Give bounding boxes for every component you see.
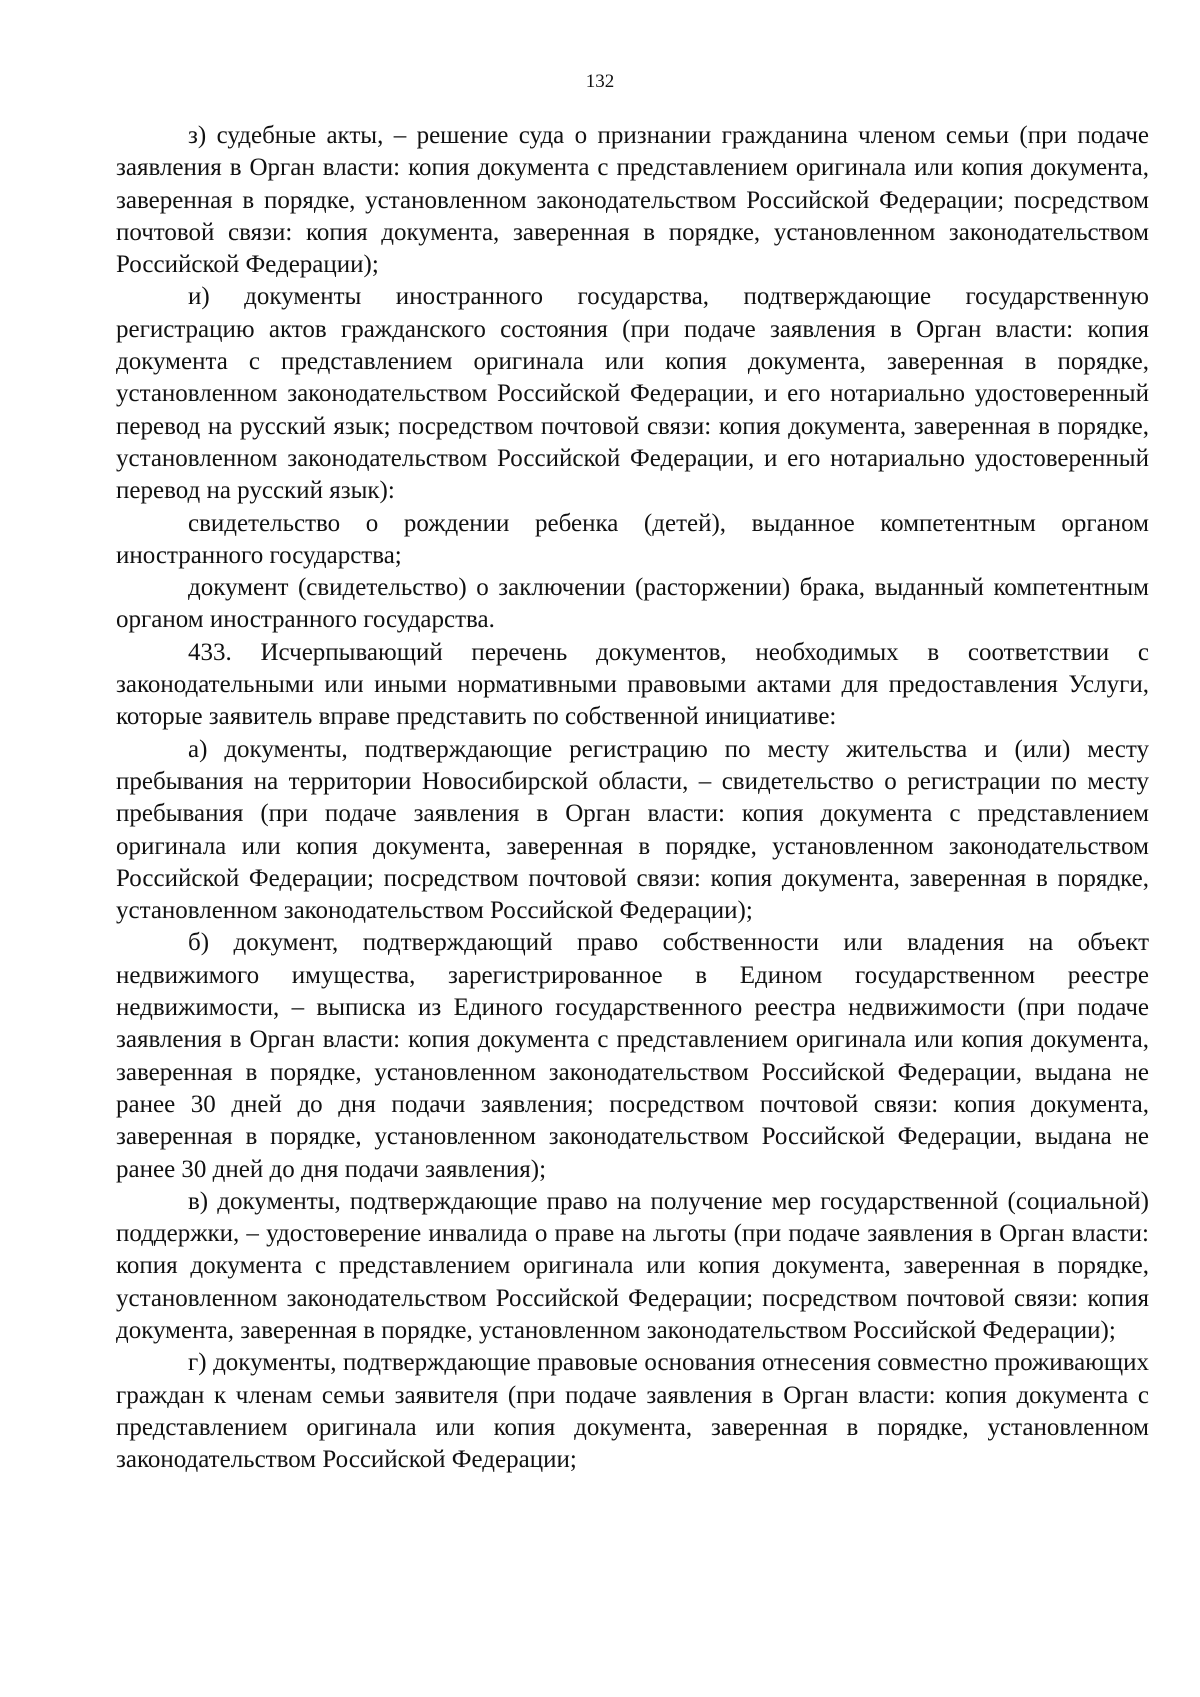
paragraph-b-property-rights: б) документ, подтверждающий право собственности или владения на объект недвижимого имущества, зарегистрированное в Едином государственном реестре недвижимости, – выписка из Единого государственного реестра недвижимости (при подаче заявления в Орган власти: копия документа с представлением оригинала или копия документа, заверенная в порядке, установленном законодательством Российской Федерации, выдана не ранее 30 дней до дня подачи заявления; посредством почтовой связи: копия документа, заверенная в порядке, установленном законодательством Российской Федерации, выдана не ранее 30 дней до дня подачи заявления); [116,929,1149,1183]
paragraph-marriage-certificate: документ (свидетельство) о заключении (расторжении) брака, выданный компетентным органом иностранного государства. [116,574,1149,634]
paragraph-g-family-members: г) документы, подтверждающие правовые основания отнесения совместно проживающих граждан к членам семьи заявителя (при подаче заявления в Орган власти: копия документа с представлением оригинала или копия документа, заверенная в порядке, установленном законодательством Российской Федерации; [116,1349,1149,1474]
paragraph-v-support-measures: в) документы, подтверждающие право на получение мер государственной (социальной) поддержки, – удостоверение инвалида о праве на льготы (при подаче заявления в Орган власти: копия документа с представлением оригинала или копия документа, заверенная в порядке, установленном законодательством Российской Федерации; посредством почтовой связи: копия документа, заверенная в порядке, установленном законодательством Российской Федерации); [116,1187,1149,1344]
paragraph-i-foreign-documents: и) документы иностранного государства, подтверждающие государственную регистрацию актов гражданского состояния (при подаче заявления в Орган власти: копия документа с представлением оригинала или копия документа, заверенная в порядке, установленном законодательством Российской Федерации, и его нотариально удостоверенный перевод на русский язык; посредством почтовой связи: копия документа, заверенная в порядке, установленном законодательством Российской Федерации, и его нотариально удостоверенный перевод на русский язык): [116,283,1149,505]
paragraph-a-registration: а) документы, подтверждающие регистрацию по месту жительства и (или) месту пребывания на территории Новосибирской области, – свидетельство о регистрации по месту пребывания (при подаче заявления в Орган власти: копия документа с представлением оригинала или копия документа, заверенная в порядке, установленном законодательством Российской Федерации; посредством почтовой связи: копия документа, заверенная в порядке, установленном законодательством Российской Федерации); [116,735,1149,925]
document-body [116,120,1149,1476]
paragraph-433-document-list: 433. Исчерпывающий перечень документов, необходимых в соответствии с законодательными или иными нормативными правовыми актами для предоставления Услуги, которые заявитель вправе представить по собственной инициативе: [116,638,1149,731]
paragraph-z-court-acts: з) судебные акты, – решение суда о признании гражданина членом семьи (при подаче заявления в Орган власти: копия документа с представлением оригинала или копия документа, заверенная в порядке, установленном законодательством Российской Федерации; посредством почтовой связи: копия документа, заверенная в порядке, установленном законодательством Российской Федерации); [116,122,1149,279]
page-number: 132 [585,71,615,92]
paragraph-birth-certificate: свидетельство о рождении ребенка (детей), выданное компетентным органом иностранного государства; [116,509,1149,569]
